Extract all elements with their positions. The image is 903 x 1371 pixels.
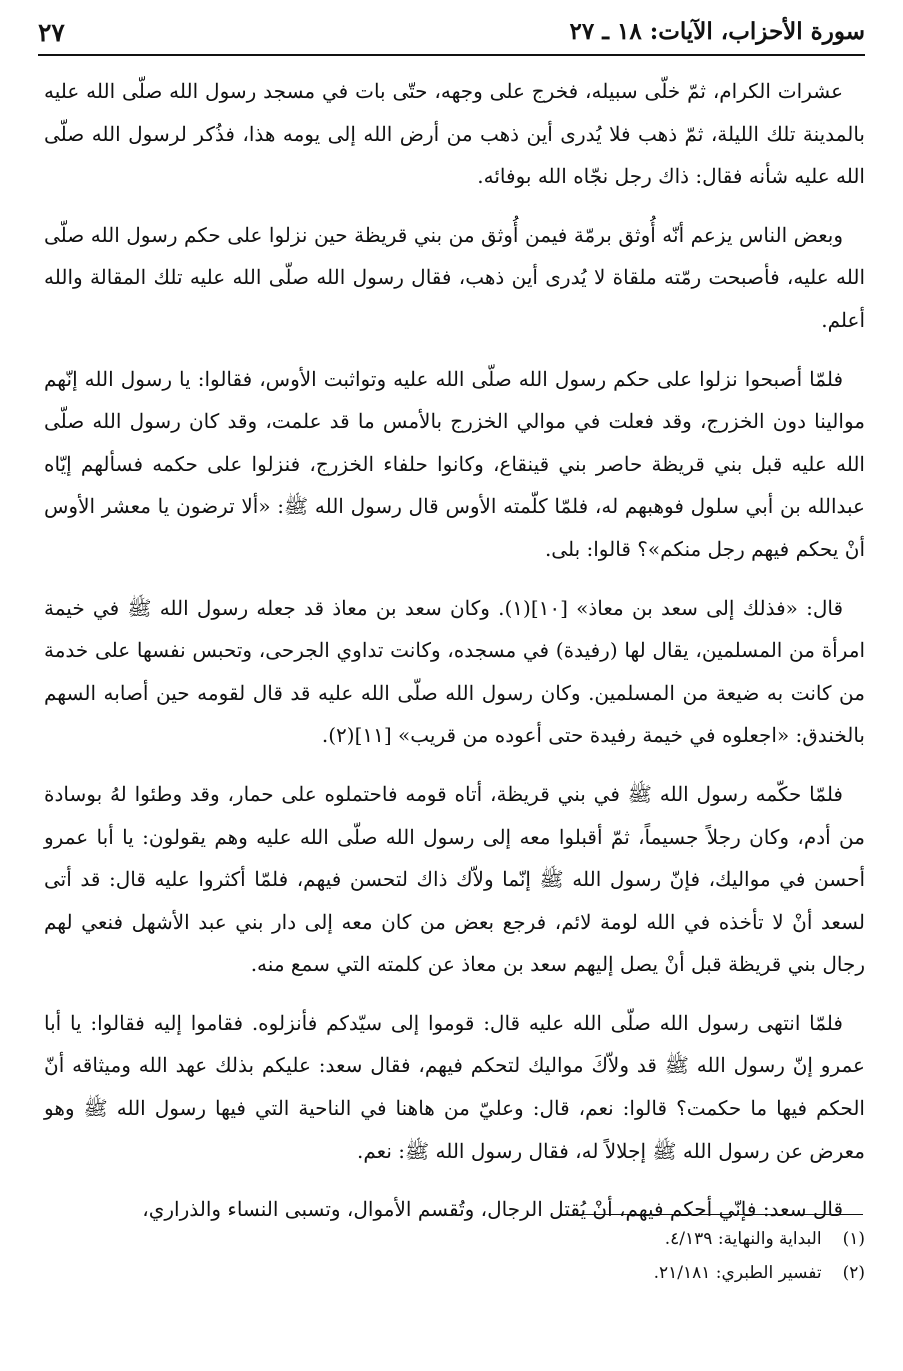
paragraph-6: فلمّا انتهى رسول الله صلّى الله عليه قال: قوموا إلى سيّدكم فأنزلوه. فقاموا إليه فقالوا: يا أبا عمرو إنّ رسول الله ﷺ قد ولاّكَ مواليك لتحكم فيهم، فقال سعد: عليكم بذلك عهد الله وميثاقه أنّ الحكم فيها ما حكمت؟ قالوا: نعم، قال: وعليّ من هاهنا في الناحية التي فيها رسول الله ﷺ وهو معرض عن رسول الله ﷺ إجلالاً له، فقال رسول الله ﷺ: نعم.: [44, 1010, 865, 1163]
footnote-text: البداية والنهاية: ٤/١٣٩.: [664, 1229, 822, 1249]
footnote-2: [400, 1256, 865, 1290]
body-text: [44, 70, 865, 1231]
footnotes: [400, 1222, 865, 1290]
running-head-title: سورة الأحزاب، الآيات: ١٨ ـ ٢٧: [569, 18, 865, 45]
paragraph-2: وبعض الناس يزعم أنّه أُوثق برمّة فيمن أُوثق من بني قريظة حين نزلوا على حكم رسول الله صلّى الله عليه، فأصبحت رمّته ملقاة لا يُدرى أين ذهب، فقال رسول الله صلّى الله عليه تلك المقالة والله أعلم.: [44, 222, 865, 332]
paragraph-3: فلمّا أصبحوا نزلوا على حكم رسول الله صلّى الله عليه وتواثبت الأوس، فقالوا: يا رسول الله إنّهم موالينا دون الخزرج، وقد فعلت في موالي الخزرج بالأمس ما قد علمت، وقد كان رسول الله صلّى الله عليه قبل بني قريظة حاصر بني قينقاع، وكانوا حلفاء الخزرج، فنزلوا على حكمه فسألهم إيّاه عبدالله بن أبي سلول فوهبهم له، فلمّا كلّمته الأوس قال رسول الله ﷺ: «ألا ترضون يا معشر الأوس أنْ يحكم فيهم رجل منكم»؟ قالوا: بلى.: [44, 366, 865, 561]
page-number: ٢٧: [38, 18, 65, 47]
footnote-1: [400, 1222, 865, 1256]
paragraph-4: قال: «فذلك إلى سعد بن معاذ» [١٠](١). وكان سعد بن معاذ قد جعله رسول الله ﷺ في خيمة امرأة من المسلمين، يقال لها (رفيدة) في مسجده، وكانت تداوي الجرحى، وتحبس نفسها على خدمة من كانت به ضيعة من المسلمين. وكان رسول الله صلّى الله عليه قد قال لقومه حين أصابه السهم بالخندق: «اجعلوه في خيمة رفيدة حتى أعوده من قريب» [١١](٢).: [44, 595, 865, 748]
header-rule: [38, 54, 865, 56]
paragraph-5: فلمّا حكّمه رسول الله ﷺ في بني قريظة، أتاه قومه فاحتملوه على حمار، وقد وطئوا لهُ بوسادة من أدم، وكان رجلاً جسيماً، ثمّ أقبلوا معه إلى رسول الله صلّى الله عليه وهم يقولون: يا أبا عمرو أحسن في مواليك، فإنّ رسول الله ﷺ إنّما ولاّك ذاك لتحسن فيهم، فلمّا أكثروا عليه قال: قد أتى لسعد أنْ لا تأخذه في الله لومة لائم، فرجع بعض من كان معه إلى دار بني عبد الأشهل فنعي لهم رجال بني قريظة قبل أنْ يصل إليهم سعد بن معاذ عن كلمته التي سمع منه.: [44, 781, 865, 977]
paragraph-1: عشرات الكرام، ثمّ خلّى سبيله، فخرج على وجهه، حتّى بات في مسجد رسول الله صلّى الله عليه بالمدينة تلك الليلة، ثمّ ذهب فلا يُدرى أين ذهب من أرض الله إلى يومه هذا، فذُكر لرسول الله صلّى الله عليه شأنه فقال: ذاك رجل نجّاه الله بوفائه.: [44, 79, 865, 189]
footnote-number: (١): [842, 1229, 865, 1249]
running-head: [38, 18, 865, 52]
footnote-text: تفسير الطبري: ٢١/١٨١.: [653, 1263, 822, 1283]
footnote-number: (٢): [842, 1263, 865, 1283]
paragraph-7: قال سعد: فإنّي أحكم فيهم، أنْ يُقتل الرجال، وتُقسم الأموال، وتسبى النساء والذراري،: [142, 1197, 843, 1222]
footnote-rule: [573, 1214, 863, 1215]
